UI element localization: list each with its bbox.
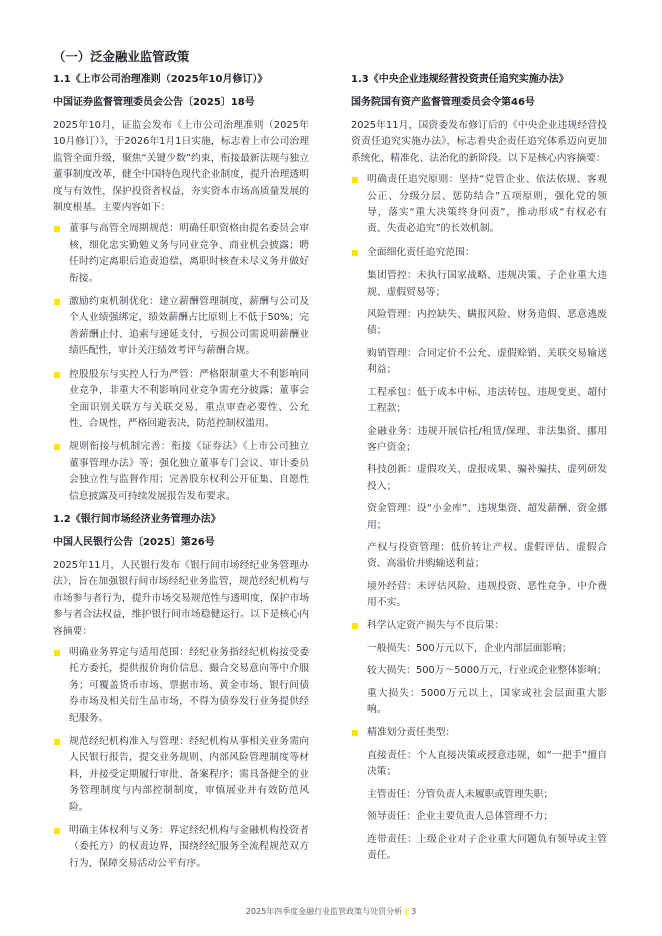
bullet-square-icon xyxy=(54,299,60,305)
footer-title: 2025年四季度金融行业监管政策与处罚分析 xyxy=(245,907,403,916)
bullet-item xyxy=(53,823,309,872)
responsibility-item: 主管责任：分管负责人未履职或管理失职； xyxy=(367,788,554,800)
policy-intro-1-1: 2025年10月，证监会发布《上市公司治理准则（2025年10月修订）》，于2026年1月1日实施，标志着上市公司治理监管全面升级，聚焦“关键少数”约束，衔接最新法规与独立董事制度改革，健全中国特色现代企业制度，提升治理透明度与有效性，保护投资者权益，夯实资本市场高质量发展的制度根基。主要内容如下： xyxy=(53,120,309,214)
section-title: （一）泛金融业监管政策 xyxy=(53,49,190,64)
bullet-item xyxy=(53,367,309,433)
bullet-item xyxy=(53,734,309,816)
scope-item: 金融业务：违规开展信托/租赁/保理、非法集资、挪用客户资金； xyxy=(367,425,607,453)
bullet-item xyxy=(53,294,309,360)
bullet-square-icon xyxy=(54,828,60,834)
loss-item: 重大损失：5000万元以上，国家或社会层面重大影响。 xyxy=(367,687,607,716)
responsibility-item: 领导责任：企业主要负责人总体管理不力； xyxy=(367,811,554,823)
policy-title-1-3: 1.3《中央企业违规经营投资责任追究实施办法》 xyxy=(351,74,569,85)
footer-separator: | xyxy=(405,907,409,916)
loss-item: 较大损失：500万～5000万元，行业或企业整体影响； xyxy=(367,665,607,677)
bullet-square-icon xyxy=(352,730,358,736)
bullet-text: 控股股东与实控人行为严管：严格限制重大不利影响同业竞争，非重大不利影响同业竞争需充分披露；董事会全面识别关联方与关联交易，重点审查必要性、公允性、合规性，严格回避表决，防范控制权滥用。 xyxy=(69,368,309,429)
bullet-text: 明确主体权利与义务：界定经纪机构与金融机构投资者（委托方）的权责边界，围绕经纪服务全流程规范双方行为，保障交易活动公平有序。 xyxy=(69,825,309,869)
policy-intro-1-2: 2025年11月，人民银行发布《银行间市场经纪业务管理办法》，旨在加强银行间市场经纪业务监管，规范经纪机构与市场参与者行为，提升市场交易规范性与透明度，保护市场参与者合法权益，维护银行间市场稳健运行。以下是核心内容摘要： xyxy=(53,559,309,637)
page-footer xyxy=(0,906,662,918)
scope-item: 购销管理：合同定价不公允、虚假赊销、关联交易输送利益； xyxy=(367,347,607,376)
policy-intro-1-3: 2025年11月，国资委发布修订后的《中央企业违规经营投资责任追究实施办法》，标志着央企责任追究体系迈向更加系统化、精准化、法治化的新阶段。以下是核心内容摘要： xyxy=(351,120,607,164)
page-number: 3 xyxy=(411,907,417,916)
bullet-text: 激励约束机制优化：建立薪酬管理制度，薪酬与公司及个人业绩强绑定，绩效薪酬占比原则上不低于50%；完善薪酬止付、追索与递延支付，亏损公司需说明薪酬业绩匹配性，审计关注绩效考评与薪酬合规。 xyxy=(69,296,309,357)
bullet-square-icon xyxy=(352,623,358,629)
bullet-square-icon xyxy=(54,372,60,378)
bullet-text: 全面细化责任追究范围： xyxy=(367,246,475,258)
left-column xyxy=(53,72,309,879)
policy-title-1-1: 1.1《上市公司治理准则（2025年10月修订）》 xyxy=(53,74,268,85)
bullet-text: 董事与高管全周期规范：明确任职资格由提名委员会审核，细化忠实勤勉义务与同业竞争、商业机会披露；聘任时约定离职后追责追偿，离职时核查未尽义务并做好衔接。 xyxy=(69,223,309,284)
scope-item: 境外经营：未评估风险、违规投资、恶性竞争、中介费用不实。 xyxy=(367,580,607,609)
right-column xyxy=(351,72,607,870)
bullet-item xyxy=(53,439,309,505)
scope-item: 风险管理：内控缺失、瞒报风险、财务造假、恶意逃废债； xyxy=(367,309,607,337)
responsibility-item: 连带责任：上级企业对子企业重大问题负有领导或主管责任。 xyxy=(367,833,607,862)
bullet-square-icon xyxy=(54,739,60,745)
scope-item: 集团管控：未执行国家战略、违规决策、子企业重大违规、虚假贸易等； xyxy=(367,270,607,298)
bullet-text: 精准划分责任类型： xyxy=(367,726,456,738)
bullet-text: 明确业务界定与适用范围：经纪业务指经纪机构接受委托方委托，提供报价询价信息、撮合交易意向等中介服务；可覆盖货币市场、票据市场、黄金市场、银行间债券市场及相关衍生品市场，不得为债券发行业务提供经纪服务。 xyxy=(69,646,309,724)
bullet-item xyxy=(53,221,309,287)
loss-item: 一般损失：500万元以下，企业内部层面影响； xyxy=(367,642,572,654)
scope-item: 资金管理：设“小金库”、违规集资、超发薪酬、资金挪用； xyxy=(367,503,607,531)
bullet-text: 科学认定资产损失与不良后果： xyxy=(367,619,505,631)
bullet-text: 规范经纪机构准入与管理：经纪机构从事相关业务需向人民银行报告，提交业务规则、内部风险管理制度等材料，并接受定期履行审批、备案程序；需具备健全的业务管理制度与内部控制制度，审慎展业并有效防范风险。 xyxy=(69,736,309,813)
bullet-item xyxy=(351,725,607,741)
bullet-item xyxy=(351,245,607,261)
policy-issuer-1-3: 国务院国有资产监督管理委员会令第46号 xyxy=(351,97,535,108)
policy-issuer-1-1: 中国证券监督管理委员会公告〔2025〕18号 xyxy=(53,97,255,108)
policy-issuer-1-2: 中国人民银行公告〔2025〕第26号 xyxy=(53,536,215,548)
responsibility-item: 直接责任：个人直接决策或授意违规，如“一把手”擅自决策； xyxy=(367,750,607,778)
bullet-item xyxy=(351,172,607,238)
bullet-square-icon xyxy=(54,650,60,656)
policy-title-1-2: 1.2《银行间市场经济业务管理办法》 xyxy=(53,513,221,525)
scope-item: 工程承包：低于成本中标、违法转包、违规变更、超付工程款； xyxy=(367,386,607,415)
bullet-square-icon xyxy=(54,226,60,232)
bullet-square-icon xyxy=(352,250,358,256)
scope-item: 产权与投资管理：低价转让产权、虚假评估、虚假合资、高溢价并购输送利益； xyxy=(367,541,607,570)
bullet-text: 规则衔接与机制完善：衔接《证券法》《上市公司独立董事管理办法》等；强化独立董事专门会议、审计委员会独立性与监督作用；完善股东权利公开征集、自愿性信息披露及可持续发展报告发布要求。 xyxy=(69,441,309,502)
bullet-item xyxy=(351,618,607,634)
bullet-square-icon xyxy=(54,444,60,450)
bullet-text: 明确责任追究原则：坚持“党管企业、依法依规、客观公正、分级分层、惩防结合”五项原则，强化党的领导，落实“重大决策终身问责”，推动形成“有权必有责、失责必追究”的长效机制。 xyxy=(367,174,607,235)
bullet-item xyxy=(53,645,309,727)
scope-item: 科技创新：虚假攻关、虚报成果、骗补骗扶、虚列研发投入； xyxy=(367,464,607,492)
bullet-square-icon xyxy=(352,177,358,183)
